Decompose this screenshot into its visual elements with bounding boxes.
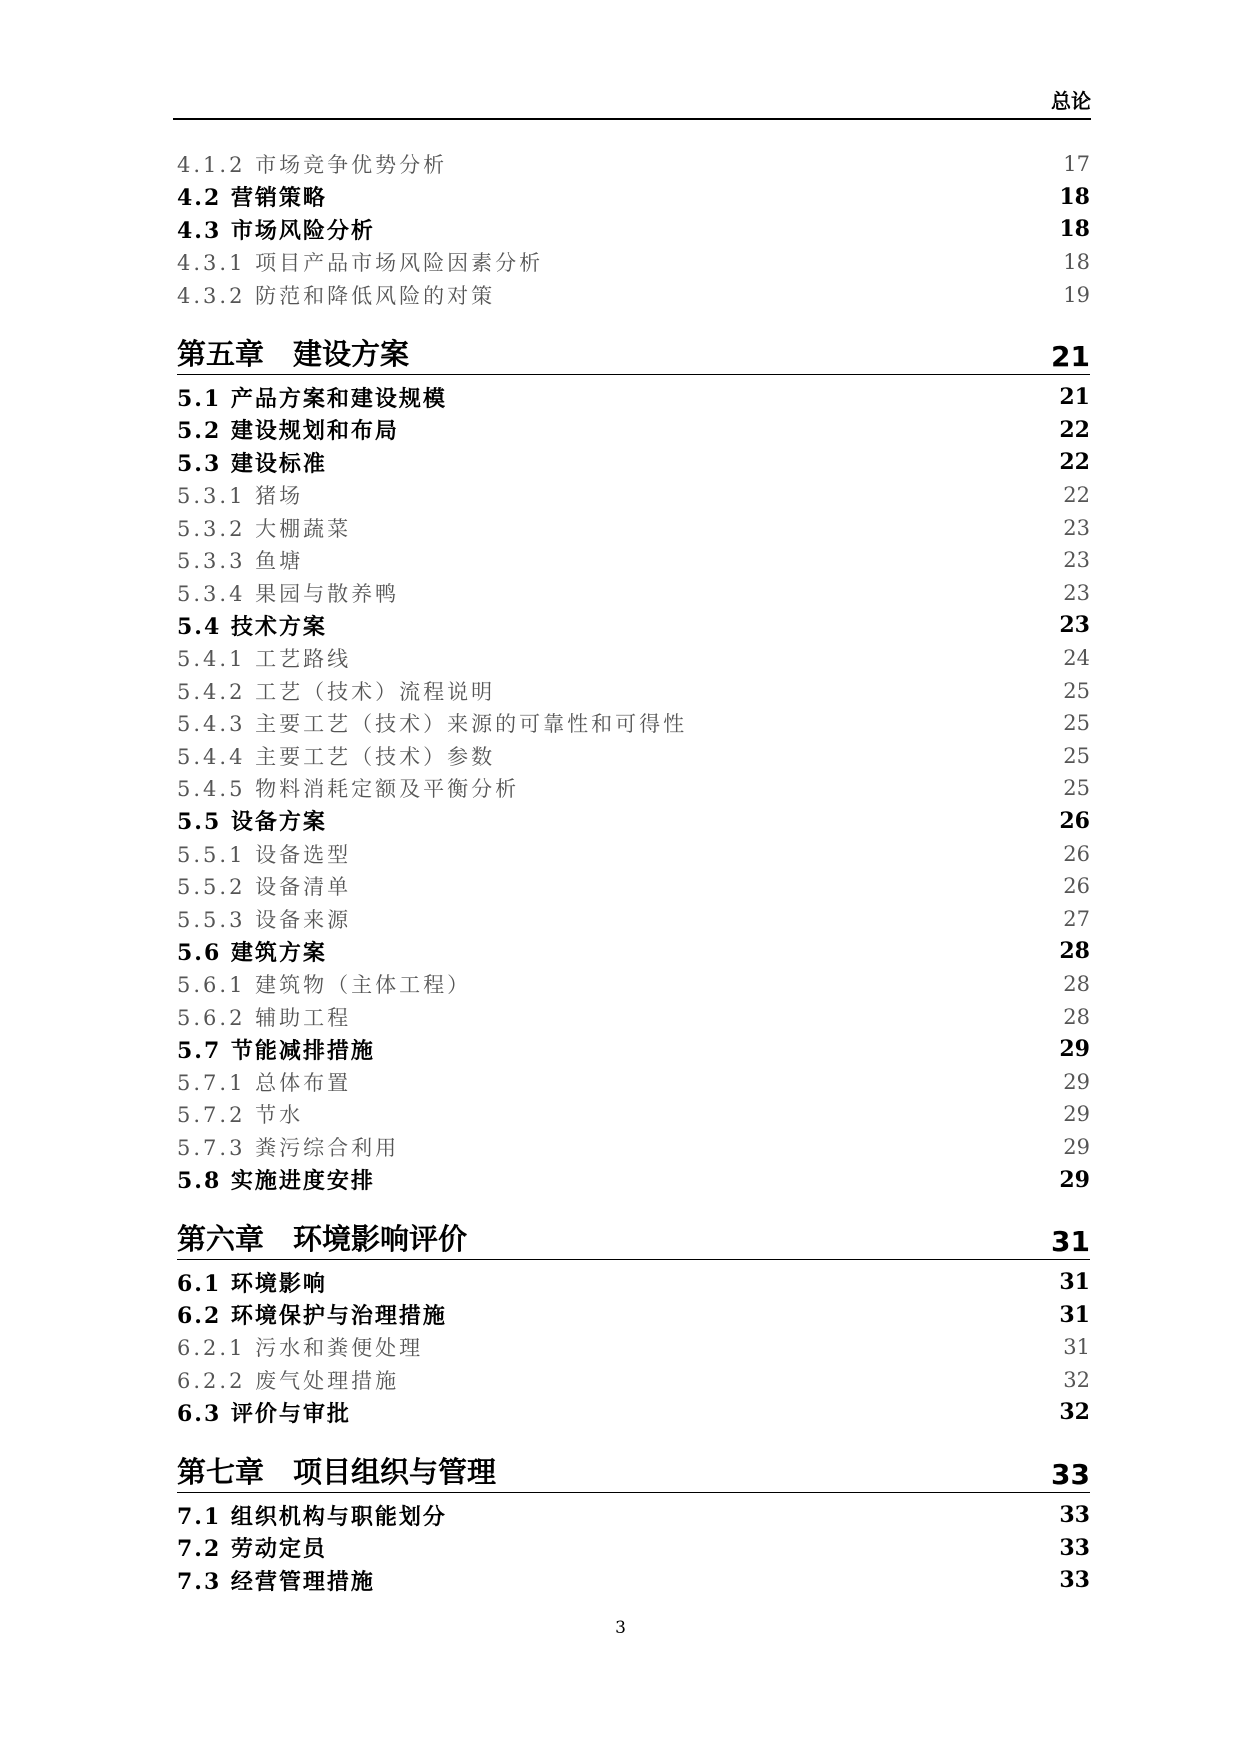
toc-entry-label: 5.5.1 设备选型 [177,842,352,867]
toc-section-entry[interactable] [177,1298,1090,1331]
toc-entry-label: 5.5.3 设备来源 [177,907,352,932]
toc-entry-page: 25 [1063,743,1090,768]
toc-entry-page: 33 [1059,1502,1090,1529]
toc-entry-label: 5.6.1 建筑物（主体工程） [177,972,472,997]
toc-entry-label: 5.4.5 物料消耗定额及平衡分析 [177,777,520,802]
toc-section-entry[interactable] [177,609,1090,642]
toc-entry-label: 6.3 评价与审批 [177,1400,351,1427]
toc-entry-label: 5.7 节能减排措施 [177,1037,375,1064]
toc-entry-label: 4.3.2 防范和降低风险的对策 [177,283,496,308]
toc-subsection-entry[interactable] [177,870,1090,903]
toc-entry-page: 33 [1059,1567,1090,1594]
toc-entry-page: 23 [1063,515,1090,540]
toc-subsection-entry[interactable] [177,1131,1090,1164]
toc-entry-page: 25 [1063,776,1090,801]
toc-subsection-entry[interactable] [177,278,1090,311]
toc-subsection-entry[interactable] [177,968,1090,1001]
toc-entry-label: 5.5 设备方案 [177,809,327,836]
toc-entry-page: 31 [1051,1224,1090,1258]
toc-entry-label: 7.2 劳动定员 [177,1536,327,1563]
toc-entry-page: 23 [1063,580,1090,605]
toc-entry-label: 第六章 环境影响评价 [177,1221,468,1256]
toc-entry-label: 5.1 产品方案和建设规模 [177,385,447,412]
toc-entry-label: 第五章 建设方案 [177,336,410,371]
toc-subsection-entry[interactable] [177,1065,1090,1098]
toc-entry-label: 5.3.1 猪场 [177,484,304,509]
toc-entry-page: 32 [1059,1399,1090,1426]
toc-entry-page: 18 [1063,250,1090,275]
toc-entry-label: 5.6 建筑方案 [177,939,327,966]
toc-subsection-entry[interactable] [177,246,1090,279]
toc-subsection-entry[interactable] [177,642,1090,675]
toc-entry-label: 5.5.2 设备清单 [177,875,352,900]
toc-section-entry[interactable] [177,805,1090,838]
toc-entry-page: 26 [1059,807,1090,834]
toc-subsection-entry[interactable] [177,837,1090,870]
toc-subsection-entry[interactable] [177,1098,1090,1131]
toc-entry-label: 5.3.4 果园与散养鸭 [177,581,400,606]
toc-section-entry[interactable] [177,1033,1090,1066]
toc-entry-page: 29 [1063,1134,1090,1159]
toc-entry-label: 6.2.2 废气处理措施 [177,1368,400,1393]
toc-entry-page: 26 [1063,841,1090,866]
toc-entry-page: 25 [1063,678,1090,703]
toc-subsection-entry[interactable] [177,577,1090,610]
toc-subsection-entry[interactable] [177,707,1090,740]
toc-entry-label: 4.1.2 市场竞争优势分析 [177,153,448,178]
toc-section-entry[interactable] [177,446,1090,479]
toc-subsection-entry[interactable] [177,674,1090,707]
toc-entry-label: 5.2 建设规划和布局 [177,418,399,445]
toc-entry-page: 28 [1063,971,1090,996]
toc-section-entry[interactable] [177,1396,1090,1429]
toc-subsection-entry[interactable] [177,1331,1090,1364]
toc-entry-page: 33 [1059,1534,1090,1561]
toc-section-entry[interactable] [177,414,1090,447]
toc-entry-label: 7.3 经营管理措施 [177,1568,375,1595]
toc-subsection-entry[interactable] [177,148,1090,181]
toc-entry-page: 29 [1059,1166,1090,1193]
toc-entry-page: 28 [1063,1004,1090,1029]
toc-entry-label: 5.3 建设标准 [177,450,327,477]
toc-entry-label: 5.6.2 辅助工程 [177,1005,352,1030]
toc-entry-page: 31 [1059,1269,1090,1296]
toc-entry-page: 22 [1059,416,1090,443]
toc-subsection-entry[interactable] [177,544,1090,577]
toc-chapter-entry[interactable] [177,315,1090,375]
toc-subsection-entry[interactable] [177,511,1090,544]
toc-entry-label: 6.1 环境影响 [177,1270,327,1297]
table-of-contents [177,148,1090,1597]
toc-entry-page: 27 [1063,906,1090,931]
toc-entry-label: 4.3 市场风险分析 [177,217,375,244]
header-title: 总论 [1051,89,1091,113]
toc-entry-page: 22 [1063,483,1090,508]
toc-entry-label: 6.2.1 污水和粪便处理 [177,1336,424,1361]
toc-entry-label: 5.4.3 主要工艺（技术）来源的可靠性和可得性 [177,712,688,737]
toc-chapter-entry[interactable] [177,1200,1090,1260]
toc-entry-page: 24 [1063,646,1090,671]
toc-section-entry[interactable] [177,1564,1090,1597]
toc-entry-label: 5.7.3 粪污综合利用 [177,1135,400,1160]
toc-entry-page: 32 [1063,1367,1090,1392]
toc-entry-page: 21 [1059,384,1090,411]
toc-entry-page: 29 [1063,1069,1090,1094]
toc-entry-page: 23 [1059,612,1090,639]
toc-section-entry[interactable] [177,1499,1090,1532]
toc-entry-label: 5.4.2 工艺（技术）流程说明 [177,679,496,704]
toc-entry-label: 6.2 环境保护与治理措施 [177,1303,447,1330]
toc-entry-label: 5.4.4 主要工艺（技术）参数 [177,744,496,769]
toc-section-entry[interactable] [177,935,1090,968]
toc-subsection-entry[interactable] [177,1000,1090,1033]
toc-entry-page: 19 [1063,282,1090,307]
toc-section-entry[interactable] [177,1163,1090,1196]
toc-entry-page: 18 [1059,216,1090,243]
toc-entry-page: 18 [1059,183,1090,210]
toc-entry-label: 第七章 项目组织与管理 [177,1454,497,1489]
toc-entry-page: 23 [1063,548,1090,573]
toc-entry-label: 4.2 营销策略 [177,185,327,212]
toc-entry-label: 5.7.1 总体布置 [177,1070,352,1095]
toc-entry-label: 5.3.2 大棚蔬菜 [177,516,352,541]
toc-section-entry[interactable] [177,213,1090,246]
header-rule [173,118,1091,120]
toc-chapter-entry[interactable] [177,1433,1090,1493]
toc-entry-page: 29 [1059,1036,1090,1063]
toc-subsection-entry[interactable] [177,479,1090,512]
toc-section-entry[interactable] [177,381,1090,414]
toc-subsection-entry[interactable] [177,1364,1090,1397]
toc-entry-label: 5.3.3 鱼塘 [177,549,304,574]
toc-entry-page: 25 [1063,711,1090,736]
toc-entry-page: 31 [1063,1335,1090,1360]
toc-entry-page: 21 [1051,339,1090,373]
page-number: 3 [615,1618,626,1638]
toc-entry-page: 31 [1059,1301,1090,1328]
toc-subsection-entry[interactable] [177,740,1090,773]
toc-entry-page: 22 [1059,449,1090,476]
toc-entry-label: 5.7.2 节水 [177,1103,304,1128]
toc-entry-label: 5.4.1 工艺路线 [177,647,352,672]
toc-subsection-entry[interactable] [177,772,1090,805]
toc-entry-label: 4.3.1 项目产品市场风险因素分析 [177,251,544,276]
toc-subsection-entry[interactable] [177,902,1090,935]
toc-entry-label: 5.4 技术方案 [177,613,327,640]
toc-entry-label: 7.1 组织机构与职能划分 [177,1503,447,1530]
toc-entry-page: 26 [1063,874,1090,899]
toc-entry-page: 17 [1063,152,1090,177]
toc-entry-page: 28 [1059,938,1090,965]
toc-entry-label: 5.8 实施进度安排 [177,1168,375,1195]
toc-entry-page: 29 [1063,1102,1090,1127]
toc-section-entry[interactable] [177,1531,1090,1564]
toc-entry-page: 33 [1051,1457,1090,1491]
toc-section-entry[interactable] [177,1266,1090,1299]
toc-section-entry[interactable] [177,181,1090,214]
